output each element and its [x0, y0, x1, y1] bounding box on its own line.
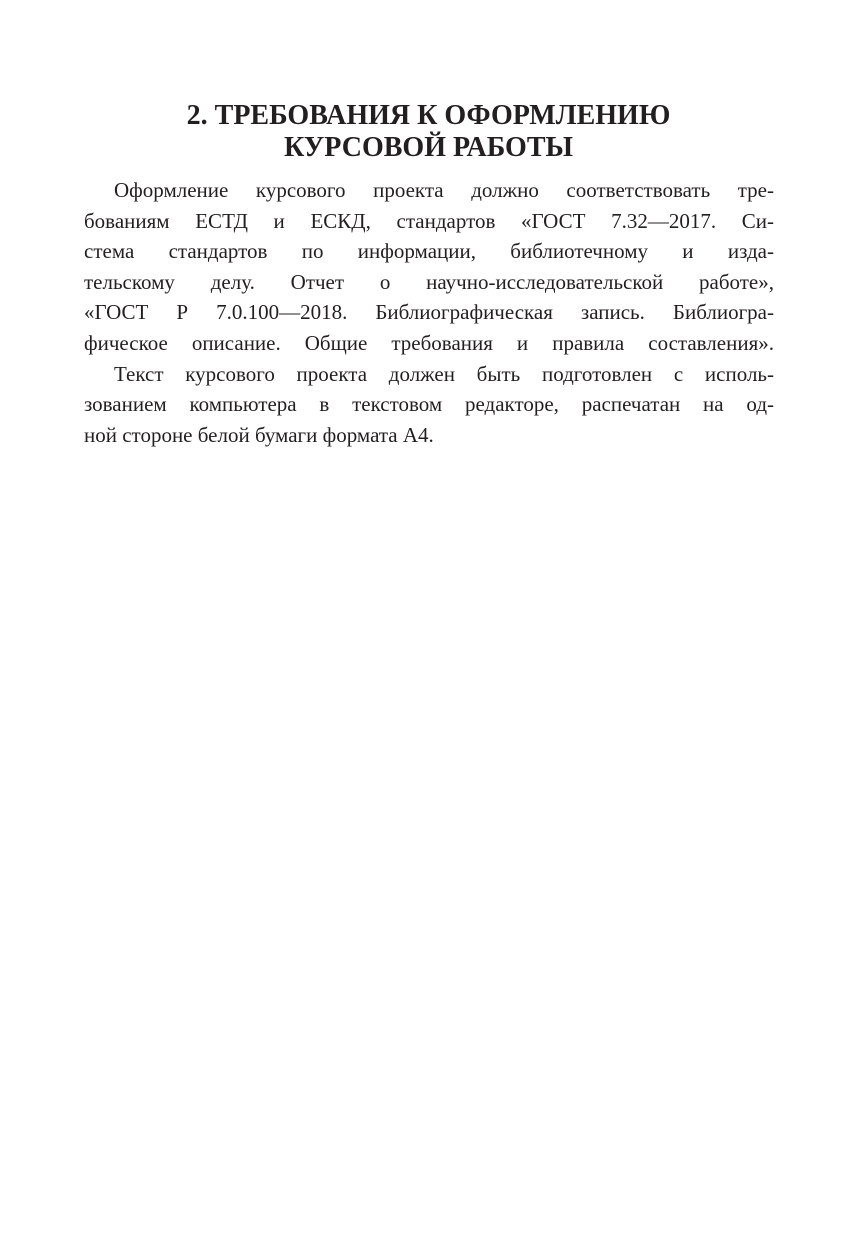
paragraph-line: фическое описание. Общие требования и правила составления». — [84, 330, 774, 355]
paragraph-line: стема стандартов по информации, библиотечному и изда- — [84, 239, 774, 264]
paragraph-2 — [84, 359, 774, 451]
section-heading — [80, 100, 777, 164]
body-text — [84, 175, 774, 450]
section-heading-line-1: 2. ТРЕБОВАНИЯ К ОФОРМЛЕНИЮ — [186, 100, 671, 131]
paragraph-line: Текст курсового проекта должен быть подготовлен с исполь- — [114, 361, 774, 386]
paragraph-line: зованием компьютера в текстовом редакторе, распечатан на од- — [84, 392, 774, 417]
paragraph-line: бованиям ЕСТД и ЕСКД, стандартов «ГОСТ 7.32—2017. Си- — [84, 208, 774, 233]
section-heading-line-2: КУРСОВОЙ РАБОТЫ — [284, 132, 573, 163]
paragraph-line: Оформление курсового проекта должно соответствовать тре- — [114, 178, 774, 202]
paragraph-line: тельскому делу. Отчет о научно-исследовательской работе», — [84, 269, 774, 294]
paragraph-1 — [84, 175, 774, 359]
paragraph-line: ной стороне белой бумаги формата А4. — [84, 422, 434, 447]
paragraph-line: «ГОСТ Р 7.0.100—2018. Библиографическая запись. Библиогра- — [84, 300, 774, 325]
